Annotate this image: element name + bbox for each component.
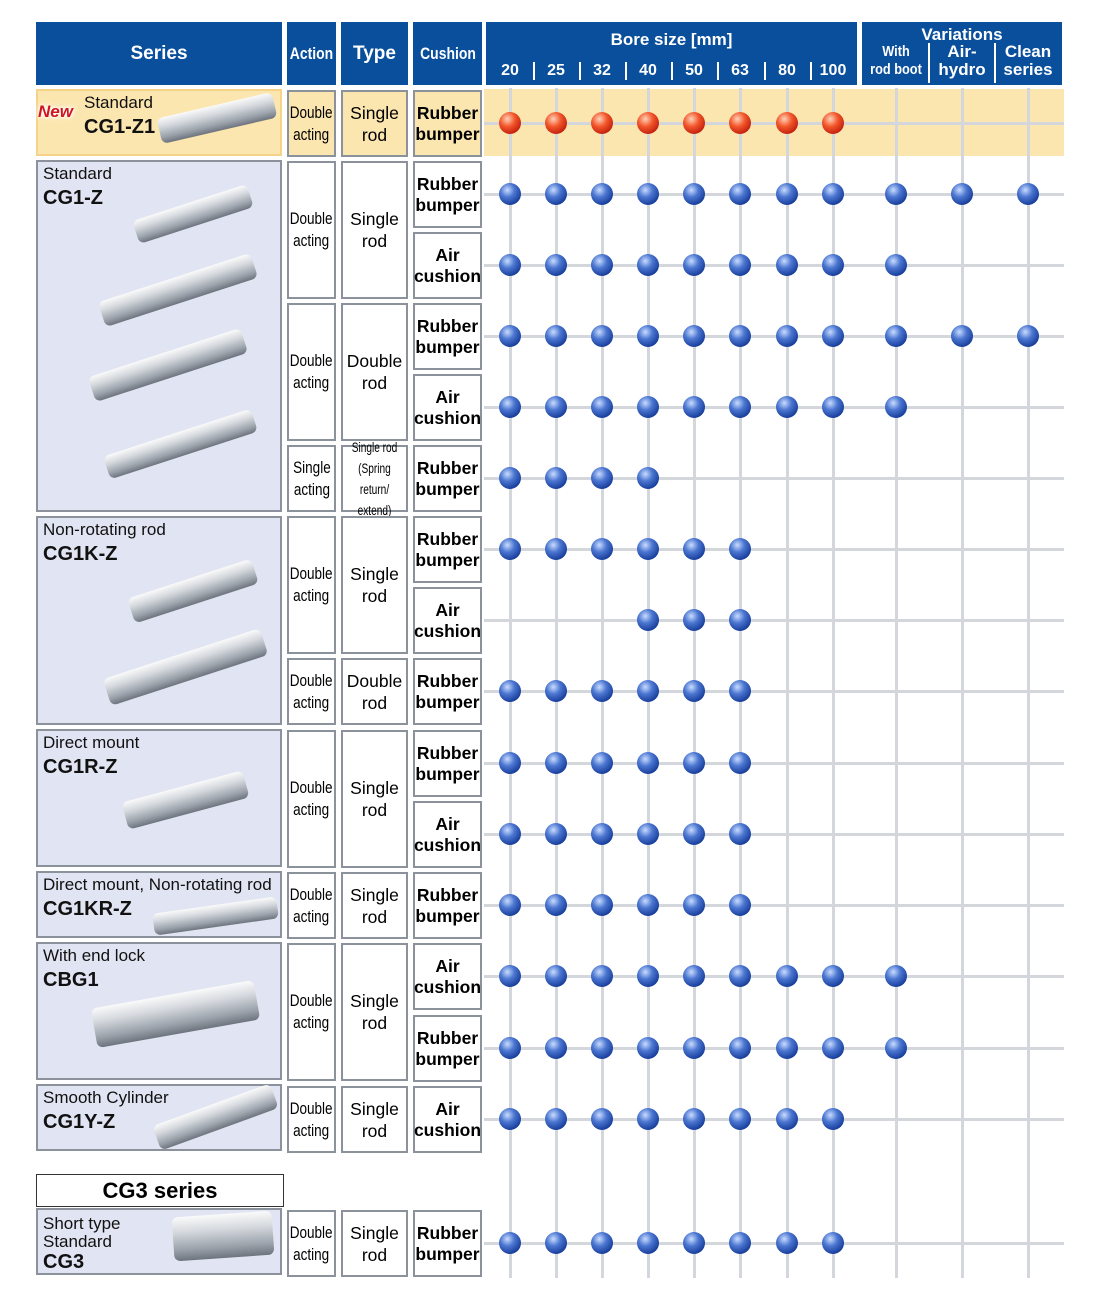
cushion-cell — [413, 1015, 482, 1082]
bore-size-label: 50 — [685, 62, 703, 79]
bore-size-label: 20 — [501, 62, 519, 79]
grid-hline — [484, 619, 1064, 622]
grid-hline — [484, 690, 1064, 693]
bore-size-row — [490, 60, 854, 82]
availability-dot — [776, 1108, 798, 1130]
variation-dot — [951, 183, 973, 205]
cylinder-image — [98, 253, 258, 327]
availability-dot — [637, 1037, 659, 1059]
cylinder-image — [122, 770, 250, 829]
availability-dot — [776, 254, 798, 276]
availability-dot — [822, 396, 844, 418]
availability-dot — [637, 325, 659, 347]
bore-divider — [764, 62, 766, 80]
availability-dot — [683, 254, 705, 276]
bore-divider — [625, 62, 627, 80]
cushion-cell — [413, 943, 482, 1010]
availability-dot — [683, 396, 705, 418]
action-text: Double acting — [290, 1099, 333, 1140]
action-text: Double acting — [290, 1223, 333, 1264]
variation-dot — [885, 254, 907, 276]
action-text: Double acting — [290, 565, 333, 605]
availability-dot — [729, 1232, 751, 1254]
availability-dot — [776, 112, 798, 134]
availability-dot — [499, 1108, 521, 1130]
series-code: CG1-Z — [43, 187, 103, 209]
type-cell — [341, 730, 408, 868]
series-cg1-z1 — [36, 89, 282, 156]
action-cell — [287, 1086, 336, 1153]
availability-dot — [729, 752, 751, 774]
availability-dot — [499, 965, 521, 987]
availability-dot — [499, 894, 521, 916]
header-cushion: Cushion — [413, 22, 482, 85]
series-label: Direct mount, Non-rotating rod — [43, 875, 272, 894]
variation-row — [864, 43, 1060, 83]
availability-dot — [729, 609, 751, 631]
type-cell — [341, 658, 408, 725]
availability-dot — [683, 183, 705, 205]
availability-dot — [822, 183, 844, 205]
cushion-cell — [413, 445, 482, 512]
variation-dot — [1017, 183, 1039, 205]
grid-hline — [484, 1047, 1064, 1050]
header-variations: Variations — [862, 22, 1062, 85]
availability-dot — [591, 1232, 613, 1254]
availability-dot — [637, 965, 659, 987]
action-cell — [287, 303, 336, 441]
cushion-text: Rubber bumper — [415, 1222, 480, 1264]
cushion-text: Rubber bumper — [415, 670, 480, 712]
availability-dot — [683, 752, 705, 774]
series-label: Standard — [84, 93, 153, 112]
availability-dot — [545, 183, 567, 205]
bore-size-label: 32 — [593, 62, 611, 79]
availability-dot — [499, 467, 521, 489]
availability-dot — [591, 823, 613, 845]
cushion-text: Rubber bumper — [415, 173, 480, 215]
availability-dot — [683, 112, 705, 134]
availability-dot — [776, 965, 798, 987]
availability-dot — [776, 1232, 798, 1254]
type-text: Single rod — [350, 778, 399, 820]
availability-dot — [591, 965, 613, 987]
availability-dot — [591, 1037, 613, 1059]
availability-dot — [545, 254, 567, 276]
grid-hline — [484, 904, 1064, 907]
availability-dot — [499, 396, 521, 418]
availability-dot — [499, 1232, 521, 1254]
variation-label-line: hydro — [938, 60, 986, 79]
bore-divider — [533, 62, 535, 80]
availability-dot — [591, 396, 613, 418]
variation-dot — [885, 325, 907, 347]
action-cell — [287, 730, 336, 868]
variation-label — [930, 43, 996, 83]
availability-dot — [776, 396, 798, 418]
cushion-text: Rubber bumper — [415, 102, 480, 144]
series-code: CG1-Z1 — [84, 116, 156, 138]
availability-dot — [545, 467, 567, 489]
cushion-text: Air cushion — [413, 386, 482, 428]
cushion-cell — [413, 730, 482, 797]
type-text: Single rod — [350, 884, 399, 927]
type-text: Double rod — [346, 670, 403, 713]
availability-dot — [591, 467, 613, 489]
availability-dot — [545, 1108, 567, 1130]
grid-hline — [484, 477, 1064, 480]
action-text: Double acting — [290, 885, 333, 926]
availability-dot — [683, 325, 705, 347]
type-text: Single rod — [350, 102, 399, 145]
variation-label-line: series — [1003, 60, 1053, 79]
grid-hline — [484, 335, 1064, 338]
availability-dot — [729, 1108, 751, 1130]
variation-dot — [885, 183, 907, 205]
series-label: Smooth Cylinder — [43, 1088, 169, 1107]
cylinder-image — [88, 328, 248, 402]
cylinder-image — [172, 1211, 275, 1262]
bore-divider — [671, 62, 673, 80]
availability-dot — [729, 254, 751, 276]
action-text: Double acting — [290, 671, 333, 712]
cushion-cell — [413, 587, 482, 654]
availability-dot — [822, 1232, 844, 1254]
availability-dot — [683, 894, 705, 916]
action-text: Double acting — [290, 779, 333, 819]
cylinder-image — [127, 559, 259, 624]
availability-dot — [637, 254, 659, 276]
type-text: Single rod — [350, 991, 399, 1033]
cylinder-image — [157, 92, 278, 144]
cylinder-image — [152, 1083, 278, 1150]
availability-dot — [499, 183, 521, 205]
header-series: Series — [36, 22, 282, 85]
cushion-cell — [413, 1210, 482, 1277]
availability-dot — [683, 680, 705, 702]
availability-dot — [637, 183, 659, 205]
type-cell — [341, 1086, 408, 1153]
series-label: With end lock — [43, 946, 146, 965]
action-cell — [287, 445, 336, 512]
series-cg1-z — [36, 160, 282, 512]
cylinder-image — [103, 409, 258, 480]
availability-dot — [637, 1232, 659, 1254]
grid-hline — [484, 762, 1064, 765]
availability-dot — [729, 965, 751, 987]
cushion-text: Air cushion — [413, 955, 482, 997]
availability-dot — [591, 325, 613, 347]
action-text: Double acting — [290, 210, 333, 250]
availability-dot — [545, 325, 567, 347]
series-label: Standard — [43, 164, 112, 183]
bore-size-label: 80 — [778, 62, 796, 79]
availability-dot — [545, 894, 567, 916]
cushion-cell — [413, 872, 482, 939]
type-text: Single rod — [350, 1222, 399, 1265]
availability-dot — [545, 752, 567, 774]
availability-dot — [822, 325, 844, 347]
cushion-text: Rubber bumper — [415, 528, 480, 570]
availability-dot — [729, 396, 751, 418]
action-text: Single acting — [292, 458, 331, 499]
type-cell — [341, 439, 408, 518]
availability-dot — [545, 1232, 567, 1254]
action-cell — [287, 90, 336, 157]
action-text: Double acting — [290, 992, 333, 1032]
availability-dot — [822, 112, 844, 134]
action-cell — [287, 516, 336, 654]
type-cell — [341, 516, 408, 654]
availability-dot — [776, 1037, 798, 1059]
type-text: Single rod — [350, 1098, 399, 1141]
cushion-cell — [413, 801, 482, 868]
header-action: Action — [287, 22, 336, 85]
availability-dot — [499, 112, 521, 134]
grid-hline — [484, 122, 1064, 125]
availability-dot — [591, 183, 613, 205]
variation-label-line: With — [882, 43, 910, 60]
series-cg1y-z — [36, 1084, 282, 1151]
variation-label — [864, 43, 930, 83]
availability-dot — [637, 752, 659, 774]
availability-dot — [499, 538, 521, 560]
variation-label-line: Air- — [947, 42, 977, 61]
type-text: Single rod (Spring return/ extend) — [351, 439, 398, 518]
series-code: CG1R-Z — [43, 756, 118, 778]
availability-dot — [545, 680, 567, 702]
series-code: CG1KR-Z — [43, 898, 132, 920]
availability-dot — [591, 1108, 613, 1130]
action-text: Double acting — [290, 352, 333, 392]
availability-dot — [683, 823, 705, 845]
availability-dot — [683, 1108, 705, 1130]
cushion-cell — [413, 90, 482, 157]
variation-dot — [951, 325, 973, 347]
cushion-cell — [413, 161, 482, 228]
series-label-line1: Short type — [43, 1214, 121, 1233]
variation-label — [996, 43, 1060, 83]
availability-dot — [683, 965, 705, 987]
type-cell — [341, 1210, 408, 1277]
cylinder-image — [152, 896, 279, 935]
cushion-text: Rubber bumper — [415, 315, 480, 357]
availability-dot — [822, 1037, 844, 1059]
availability-dot — [545, 823, 567, 845]
grid-hline — [484, 975, 1064, 978]
availability-dot — [637, 396, 659, 418]
availability-dot — [729, 680, 751, 702]
availability-dot — [729, 112, 751, 134]
availability-dot — [499, 680, 521, 702]
cushion-text: Air cushion — [413, 813, 482, 855]
availability-dot — [591, 894, 613, 916]
availability-dot — [545, 112, 567, 134]
bore-size-label: 63 — [731, 62, 749, 79]
availability-dot — [637, 1108, 659, 1130]
availability-dot — [499, 752, 521, 774]
variation-dot — [885, 1037, 907, 1059]
availability-dot — [499, 254, 521, 276]
cushion-text: Rubber bumper — [415, 884, 480, 926]
cushion-cell — [413, 516, 482, 583]
availability-dot — [545, 538, 567, 560]
cushion-cell — [413, 232, 482, 299]
series-code: CG3 — [43, 1251, 85, 1273]
series-cg1r-z — [36, 729, 282, 867]
cushion-text: Air cushion — [413, 244, 482, 286]
grid-hline — [484, 833, 1064, 836]
series-label-line2: Standard — [43, 1232, 112, 1251]
cushion-cell — [413, 374, 482, 441]
availability-dot — [729, 1037, 751, 1059]
grid-hline — [484, 1242, 1064, 1245]
series-cg1k-z — [36, 516, 282, 725]
availability-dot — [729, 894, 751, 916]
availability-dot — [591, 538, 613, 560]
cushion-text: Air cushion — [413, 1098, 482, 1140]
cylinder-image — [103, 628, 269, 706]
series-cg3 — [36, 1208, 282, 1275]
grid-hline — [484, 193, 1064, 196]
bore-divider — [579, 62, 581, 80]
action-cell — [287, 1210, 336, 1277]
availability-dot — [776, 325, 798, 347]
cushion-cell — [413, 658, 482, 725]
bore-divider — [717, 62, 719, 80]
availability-dot — [822, 965, 844, 987]
new-badge: New — [38, 102, 73, 121]
availability-dot — [499, 1037, 521, 1059]
series-code: CG1Y-Z — [43, 1111, 116, 1133]
availability-dot — [729, 823, 751, 845]
action-cell — [287, 872, 336, 939]
availability-dot — [637, 467, 659, 489]
header-bore-size: Bore size [mm] — [486, 22, 857, 85]
availability-dot — [683, 1037, 705, 1059]
cg3-section-title: CG3 series — [36, 1174, 284, 1207]
availability-dot — [591, 112, 613, 134]
cushion-text: Rubber bumper — [415, 457, 480, 499]
cushion-cell — [413, 303, 482, 370]
availability-dot — [729, 538, 751, 560]
type-text: Single rod — [350, 564, 399, 606]
grid-hline — [484, 264, 1064, 267]
action-cell — [287, 161, 336, 299]
grid-hline — [484, 406, 1064, 409]
cylinder-image — [91, 980, 260, 1048]
availability-dot — [591, 254, 613, 276]
availability-dot — [637, 823, 659, 845]
availability-dot — [683, 1232, 705, 1254]
cushion-cell — [413, 1086, 482, 1153]
header-type: Type — [341, 22, 408, 85]
availability-dot — [822, 1108, 844, 1130]
type-cell — [341, 161, 408, 299]
variation-dot — [885, 396, 907, 418]
type-cell — [341, 872, 408, 939]
availability-dot — [591, 752, 613, 774]
availability-dot — [499, 823, 521, 845]
series-cbg1 — [36, 942, 282, 1080]
availability-dot — [545, 965, 567, 987]
availability-dot — [637, 112, 659, 134]
availability-dot — [545, 1037, 567, 1059]
availability-dot — [729, 183, 751, 205]
cushion-text: Air cushion — [413, 599, 482, 641]
cushion-text: Rubber bumper — [415, 742, 480, 784]
series-code: CBG1 — [43, 969, 99, 991]
availability-dot — [637, 680, 659, 702]
bore-size-label: 100 — [819, 62, 847, 79]
availability-dot — [683, 609, 705, 631]
variation-dot — [1017, 325, 1039, 347]
availability-dot — [729, 325, 751, 347]
variation-dot — [885, 965, 907, 987]
availability-dot — [637, 538, 659, 560]
series-cg1kr-z — [36, 871, 282, 938]
type-text: Double rod — [346, 351, 403, 393]
bore-divider — [810, 62, 812, 80]
type-cell — [341, 943, 408, 1081]
availability-dot — [545, 396, 567, 418]
availability-dot — [637, 609, 659, 631]
grid-hline — [484, 1118, 1064, 1121]
availability-dot — [637, 894, 659, 916]
action-cell — [287, 943, 336, 1081]
type-text: Single rod — [350, 209, 399, 251]
variation-label-line: Clean — [1004, 42, 1052, 61]
type-cell — [341, 90, 408, 157]
availability-dot — [776, 183, 798, 205]
cylinder-image — [132, 184, 254, 244]
series-label: Direct mount — [43, 733, 140, 752]
bore-size-label: 40 — [639, 62, 657, 79]
variation-label-line: rod boot — [870, 61, 922, 78]
availability-dot — [591, 680, 613, 702]
availability-dot — [822, 254, 844, 276]
series-code: CG1K-Z — [43, 543, 118, 565]
availability-dot — [499, 325, 521, 347]
bore-size-label: 25 — [547, 62, 565, 79]
action-cell — [287, 658, 336, 725]
action-text: Double acting — [290, 103, 333, 144]
availability-dot — [683, 538, 705, 560]
type-cell — [341, 303, 408, 441]
cushion-text: Rubber bumper — [415, 1027, 480, 1069]
grid-hline — [484, 548, 1064, 551]
series-label: Non-rotating rod — [43, 520, 166, 539]
